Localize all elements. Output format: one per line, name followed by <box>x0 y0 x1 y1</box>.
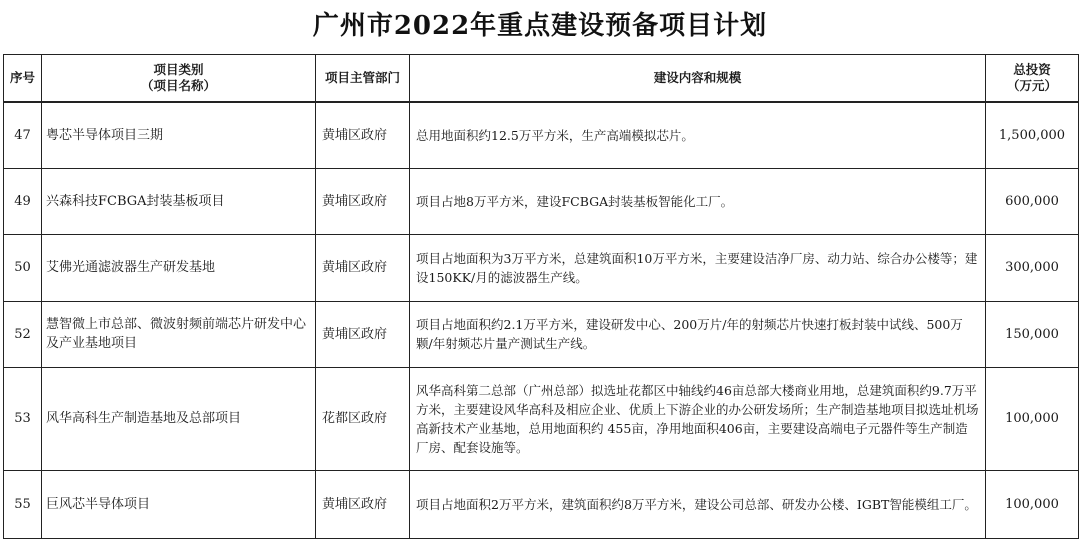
row-seq: 55 <box>4 470 42 538</box>
table-row <box>4 102 1079 168</box>
row-content: 总用地面积约12.5万平方米，生产高端模拟芯片。 <box>410 102 986 168</box>
table-row <box>4 367 1079 470</box>
page-title: 广州市2022年重点建设预备项目计划 <box>312 11 768 41</box>
row-content: 项目占地面积约2.1万平方米，建设研发中心、200万片/年的射频芯片快速打板封装中试线、500万颗/年射频芯片量产测试生产线。 <box>410 301 986 367</box>
header-investment-line2: （万元） <box>1006 78 1057 93</box>
row-content: 风华高科第二总部（广州总部）拟选址花都区中轴线约46亩总部大楼商业用地，总建筑面积约9.7万平方米，主要建设风华高科及相应企业、优质上下游企业的办公研发场所；生产制造基地项目拟选址机场高新技术产业基地，总用地面积约 455亩，净用地面积406亩，主要建设高端电子元器件等生产制造厂房、配套设施等。 <box>410 367 986 470</box>
table-row <box>4 301 1079 367</box>
row-investment: 1,500,000 <box>986 102 1079 168</box>
row-name: 风华高科生产制造基地及总部项目 <box>42 367 316 470</box>
row-seq: 49 <box>4 168 42 234</box>
row-investment: 100,000 <box>986 470 1079 538</box>
header-investment <box>986 55 1079 103</box>
row-name: 粤芯半导体项目三期 <box>42 102 316 168</box>
row-seq: 52 <box>4 301 42 367</box>
table-row <box>4 168 1079 234</box>
row-name: 兴森科技FCBGA封装基板项目 <box>42 168 316 234</box>
row-department: 黄埔区政府 <box>316 301 410 367</box>
header-seq: 序号 <box>4 55 42 103</box>
row-seq: 53 <box>4 367 42 470</box>
row-seq: 50 <box>4 234 42 301</box>
row-investment: 150,000 <box>986 301 1079 367</box>
row-department: 黄埔区政府 <box>316 102 410 168</box>
row-name: 艾佛光通滤波器生产研发基地 <box>42 234 316 301</box>
row-content: 项目占地面积为3万平方米，总建筑面积10万平方米，主要建设洁净厂房、动力站、综合办公楼等；建设150KK/月的滤波器生产线。 <box>410 234 986 301</box>
row-seq: 47 <box>4 102 42 168</box>
row-investment: 300,000 <box>986 234 1079 301</box>
header-category-line2: （项目名称） <box>140 78 216 93</box>
row-name: 巨风芯半导体项目 <box>42 470 316 538</box>
header-category <box>42 55 316 103</box>
header-category-line1: 项目类别 <box>153 62 204 77</box>
header-investment-line1: 总投资 <box>1013 62 1051 77</box>
row-department: 黄埔区政府 <box>316 470 410 538</box>
row-department: 黄埔区政府 <box>316 168 410 234</box>
row-investment: 100,000 <box>986 367 1079 470</box>
row-department: 黄埔区政府 <box>316 234 410 301</box>
row-name: 慧智微上市总部、微波射频前端芯片研发中心及产业基地项目 <box>42 301 316 367</box>
project-table <box>3 54 1079 539</box>
row-content: 项目占地8万平方米，建设FCBGA封装基板智能化工厂。 <box>410 168 986 234</box>
row-investment: 600,000 <box>986 168 1079 234</box>
table-header-row <box>4 55 1079 103</box>
row-content: 项目占地面积2万平方米，建筑面积约8万平方米，建设公司总部、研发办公楼、IGBT智能模组工厂。 <box>410 470 986 538</box>
row-department: 花都区政府 <box>316 367 410 470</box>
header-department: 项目主管部门 <box>316 55 410 103</box>
table-row <box>4 470 1079 538</box>
table-row <box>4 234 1079 301</box>
header-content: 建设内容和规模 <box>410 55 986 103</box>
